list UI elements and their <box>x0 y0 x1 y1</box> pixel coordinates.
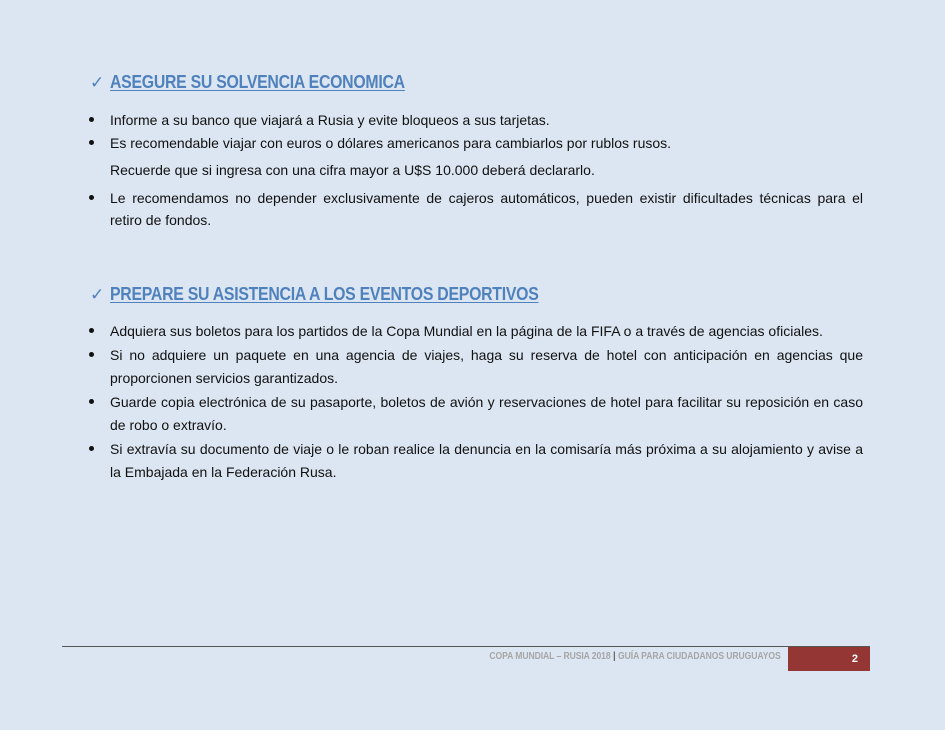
page-number: 2 <box>851 653 858 665</box>
list-item: Si extravía su documento de viaje o le roban realice la denuncia en la comisaría más próxima a su alojamiento y avise a la Embajada en la Federación Rusa. <box>88 438 863 485</box>
list-item: Es recomendable viajar con euros o dólares americanos para cambiarlos por rublos rusos. <box>88 132 863 155</box>
page-number-badge <box>788 647 870 671</box>
list-item: Si no adquiere un paquete en una agencia de viajes, haga su reserva de hotel con anticipación en agencias que proporcionen servicios garantizados. <box>88 344 863 391</box>
footer-event-title: COPA MUNDIAL – RUSIA 2018 <box>489 651 611 662</box>
list-item: Informe a su banco que viajará a Rusia y evite bloqueos a sus tarjetas. <box>88 109 863 132</box>
list-item: Adquiera sus boletos para los partidos de la Copa Mundial en la página de la FIFA o a través de agencias oficiales. <box>88 320 863 344</box>
section-heading-text: ASEGURE SU SOLVENCIA ECONOMICA <box>109 72 405 92</box>
list-item: Guarde copia electrónica de su pasaporte, boletos de avión y reservaciones de hotel para facilitar su reposición en caso de robo o extravío. <box>88 391 863 438</box>
check-mark-icon: ✓ <box>90 73 104 92</box>
footer-divider <box>62 646 870 647</box>
section-heading-solvencia <box>90 72 445 93</box>
check-mark-icon: ✓ <box>90 285 104 304</box>
footer-separator: | <box>613 651 616 662</box>
declaration-note: Recuerde que si ingresa con una cifra mayor a U$S 10.000 deberá declararlo. <box>110 162 595 178</box>
list-item: Le recomendamos no depender exclusivamente de cajeros automáticos, pueden existir dificultades técnicas para el retiro de fondos. <box>88 187 863 232</box>
footer-guide-title: GUÍA PARA CIUDADANOS URUGUAYOS <box>618 651 781 662</box>
section-heading-text: PREPARE SU ASISTENCIA A LOS EVENTOS DEPORTIVOS <box>109 284 539 304</box>
section-heading-eventos <box>90 284 597 305</box>
footer-caption <box>490 651 781 662</box>
eventos-bullet-list <box>88 320 863 485</box>
solvencia-bullet-list <box>88 109 863 232</box>
